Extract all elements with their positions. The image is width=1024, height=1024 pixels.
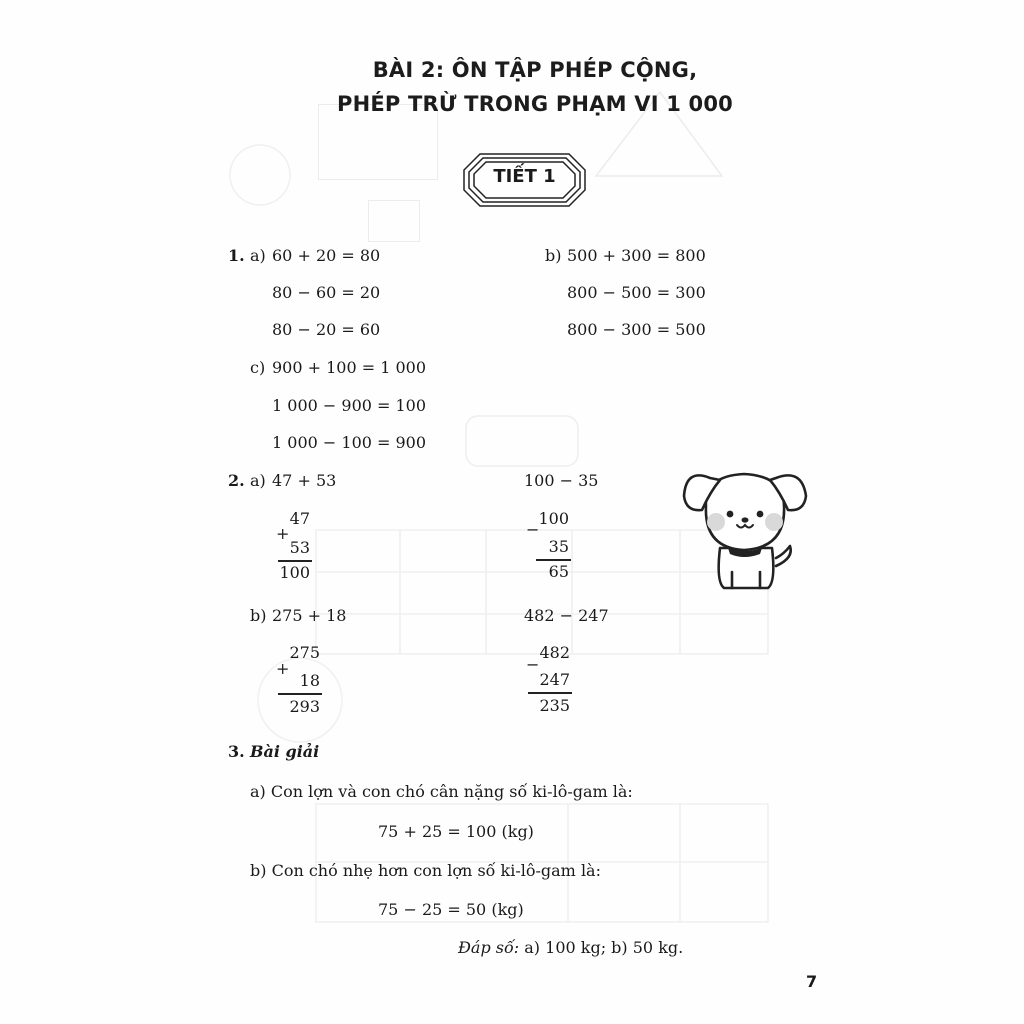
- page-title-line-1: BÀI 2: ÔN TẬP PHÉP CỘNG,: [372, 58, 698, 82]
- exercise-3-b-calc: 75 − 25 = 50 (kg): [378, 900, 524, 919]
- sum-line: [278, 693, 322, 695]
- minus-sign: −: [526, 655, 540, 674]
- minuend: 100: [538, 509, 569, 528]
- exercise-2-b-expression: 275 + 18: [272, 606, 347, 625]
- subtrahend: 35: [548, 537, 569, 556]
- minus-sign: −: [526, 520, 540, 539]
- sum-result: 293: [289, 697, 320, 716]
- difference-result: 235: [539, 696, 570, 715]
- exercise-1-c-line-1: 900 + 100 = 1 000: [272, 358, 427, 377]
- exercise-1-b-line-3: 800 − 300 = 500: [567, 320, 706, 339]
- exercise-3-a-text: a) Con lợn và con chó cân nặng số ki-lô-gam là:: [250, 782, 633, 801]
- exercise-2-number: 2.: [228, 471, 245, 490]
- answer-value: a) 100 kg; b) 50 kg.: [524, 938, 684, 957]
- exercise-1-b-label: b): [545, 246, 562, 265]
- page-number: 7: [806, 972, 818, 991]
- subtrahend: 247: [539, 670, 570, 689]
- exercise-2-a-label: a): [250, 471, 266, 490]
- exercise-3-number: 3.: [228, 742, 245, 761]
- exercise-1-c-label: c): [250, 358, 266, 377]
- exercise-1-a-line-2: 80 − 60 = 20: [272, 283, 381, 302]
- difference-result: 65: [548, 562, 569, 581]
- exercise-1-a-line-3: 80 − 20 = 60: [272, 320, 381, 339]
- plus-sign: +: [276, 524, 290, 543]
- exercise-1-c-line-3: 1 000 − 100 = 900: [272, 433, 427, 452]
- page-title-line-2: PHÉP TRỪ TRONG PHẠM VI 1 000: [337, 92, 733, 116]
- difference-line: [536, 559, 571, 561]
- exercise-2-a-expression: 47 + 53: [272, 471, 337, 490]
- exercise-2-a2-expression: 100 − 35: [524, 471, 599, 490]
- exercise-1-b-line-1: 500 + 300 = 800: [567, 246, 706, 265]
- addend-top: 275: [289, 643, 320, 662]
- lesson-badge: [462, 152, 587, 208]
- exercise-3-a-calc: 75 + 25 = 100 (kg): [378, 822, 534, 841]
- exercise-1-b-line-2: 800 − 500 = 300: [567, 283, 706, 302]
- answer-line: [458, 938, 683, 958]
- answer-label: Đáp số:: [458, 938, 520, 957]
- plus-sign: +: [276, 659, 290, 678]
- minuend: 482: [539, 643, 570, 662]
- lesson-badge-label: TIẾT 1: [493, 166, 556, 187]
- exercise-1-a-label: a): [250, 246, 266, 265]
- difference-line: [528, 692, 572, 694]
- addend-bottom: 18: [299, 671, 320, 690]
- puppy-mascot-icon: [680, 462, 810, 594]
- exercise-1-number: 1.: [228, 246, 245, 265]
- addend-bottom: 53: [289, 538, 310, 557]
- exercise-1-c-line-2: 1 000 − 900 = 100: [272, 396, 427, 415]
- sum-line: [278, 560, 312, 562]
- sum-result: 100: [279, 563, 310, 582]
- exercise-2-b2-expression: 482 − 247: [524, 606, 609, 625]
- exercise-2-b-label: b): [250, 606, 267, 625]
- solution-heading: Bài giải: [250, 742, 320, 761]
- exercise-1-a-line-1: 60 + 20 = 80: [272, 246, 381, 265]
- addend-top: 47: [289, 509, 310, 528]
- exercise-3-b-text: b) Con chó nhẹ hơn con lợn số ki-lô-gam là:: [250, 861, 601, 880]
